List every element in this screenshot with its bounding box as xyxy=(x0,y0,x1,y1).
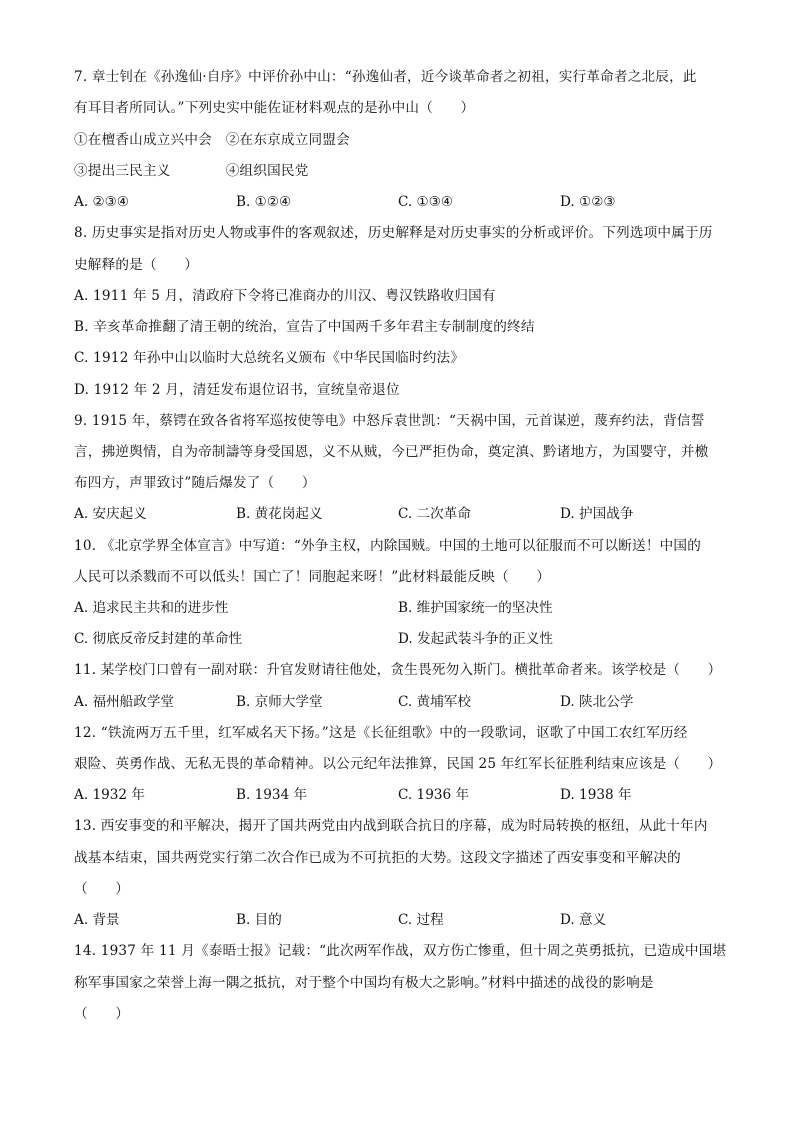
q14-stem-line1: 14. 1937 年 11 月《泰晤士报》记载：“此次两军作战，双方伤亡惨重，但十周之英勇抵抗，已造成中国堪 xyxy=(74,943,727,959)
q9-stem-line3: 布四方，声罪致讨”随后爆发了（ ） xyxy=(74,475,316,491)
q13-option-a: A. 背景 xyxy=(74,912,120,928)
q12-stem-line1: 12. “铁流两万五千里，红军威名天下扬。”这是《长征组歌》中的一段歌词，讴歌了中国工农红军历经 xyxy=(74,725,688,741)
q11-option-a: A. 福州船政学堂 xyxy=(74,694,175,710)
q11-option-b: B. 京师大学堂 xyxy=(236,694,323,710)
q11-option-d: D. 陕北公学 xyxy=(560,694,634,710)
q11-stem-line1: 11. 某学校门口曾有一副对联：升官发财请往他处，贪生畏死勿入斯门。横批革命者来。该学校是（ ） xyxy=(74,662,722,678)
q9-options xyxy=(74,505,724,523)
q8-stem-line2: 史解释的是（ ） xyxy=(74,257,199,273)
q8-option-c: C. 1912 年孙中山以临时大总统名义颁布《中华民国临时约法》 xyxy=(74,350,465,366)
q7-options xyxy=(74,193,724,211)
q8-option-a: A. 1911 年 5 月，清政府下令将已准商办的川汉、粤汉铁路收归国有 xyxy=(74,288,496,304)
q14-stem-line3: （ ） xyxy=(74,1006,130,1022)
q12-options xyxy=(74,786,724,804)
q7-option-b: B. ①②④ xyxy=(236,194,292,210)
q9-option-d: D. 护国战争 xyxy=(560,506,634,522)
q9-stem-line1: 9. 1915 年，蔡锷在致各省将军巡按使等电》中怒斥袁世凯：“天祸中国，元首谋逆，蔑弃约法，背信誓 xyxy=(74,413,705,429)
q13-options xyxy=(74,911,724,929)
q7-items-line2: ③提出三民主义 ④组织国民党 xyxy=(74,163,309,179)
q7-stem-line2: 有耳目者所同认。”下列史实中能佐证材料观点的是孙中山（ ） xyxy=(74,100,475,116)
q10-stem-line2: 人民可以杀戮而不可以低头！国亡了！同胞起来呀！”此材料最能反映（ ） xyxy=(74,569,551,585)
q9-option-a: A. 安庆起义 xyxy=(74,506,147,522)
q10-option-b: B. 维护国家统一的坚决性 xyxy=(398,600,553,616)
q9-stem-line2: 言，拂逆舆情，自为帝制譸等身受国恩，义不从贼，今已严拒伪命，奠定滇、黔诸地方，为国婴守，并檄 xyxy=(74,444,709,460)
q12-option-a: A. 1932 年 xyxy=(74,787,145,803)
q10-options-row1 xyxy=(74,599,724,617)
q9-option-c: C. 二次革命 xyxy=(398,506,471,522)
q7-stem-line1: 7. 章士钊在《孙逸仙·自序》中评价孙中山：“孙逸仙者，近今谈革命者之初祖，实行革命者之北辰，此 xyxy=(74,69,697,85)
q13-option-b: B. 目的 xyxy=(236,912,282,928)
q14-stem-line2: 称军事国家之荣誉上海一隅之抵抗，对于整个中国均有极大之影响。”材料中描述的战役的影响是 xyxy=(74,975,654,991)
q11-option-c: C. 黄埔军校 xyxy=(398,694,471,710)
q12-option-d: D. 1938 年 xyxy=(560,787,632,803)
q13-option-d: D. 意义 xyxy=(560,912,607,928)
q10-stem-line1: 10. 《北京学界全体宣言》中写道：“外争主权，内除国贼。中国的土地可以征服而不可以断送！中国的 xyxy=(74,538,702,554)
q12-option-c: C. 1936 年 xyxy=(398,787,470,803)
q10-options-row2 xyxy=(74,630,724,648)
q10-option-a: A. 追求民主共和的进步性 xyxy=(74,600,229,616)
q8-stem-line1: 8. 历史事实是指对历史人物或事件的客观叙述，历史解释是对历史事实的分析或评价。下列选项中属于历 xyxy=(74,225,713,241)
q9-option-b: B. 黄花岗起义 xyxy=(236,506,323,522)
q13-stem-line3: （ ） xyxy=(74,881,130,897)
q7-items-line1: ①在檀香山成立兴中会 ②在东京成立同盟会 xyxy=(74,132,350,148)
q11-options xyxy=(74,693,724,711)
q12-option-b: B. 1934 年 xyxy=(236,787,308,803)
q7-option-a: A. ②③④ xyxy=(74,194,130,210)
q13-stem-line2: 战基本结束，国共两党实行第二次合作已成为不可抗拒的大势。这段文字描述了西安事变和平解决的 xyxy=(74,850,681,866)
q8-option-b: B. 辛亥革命推翻了清王朝的统治，宣告了中国两千多年君主专制制度的终结 xyxy=(74,319,535,335)
q7-option-c: C. ①③④ xyxy=(398,194,454,210)
q8-option-d: D. 1912 年 2 月，清廷发布退位诏书，宣统皇帝退位 xyxy=(74,382,400,398)
q13-stem-line1: 13. 西安事变的和平解决，揭开了国共两党由内战到联合抗日的序幕，成为时局转换的枢纽，从此十年内 xyxy=(74,818,708,834)
q10-option-c: C. 彻底反帝反封建的革命性 xyxy=(74,631,243,647)
q12-stem-line2: 艰险、英勇作战、无私无畏的革命精神。以公元纪年法推算，民国 25 年红军长征胜利结束应该是（ ） xyxy=(74,756,722,772)
q10-option-d: D. 发起武装斗争的正义性 xyxy=(398,631,553,647)
q13-option-c: C. 过程 xyxy=(398,912,444,928)
q7-option-d: D. ①②③ xyxy=(560,194,616,210)
